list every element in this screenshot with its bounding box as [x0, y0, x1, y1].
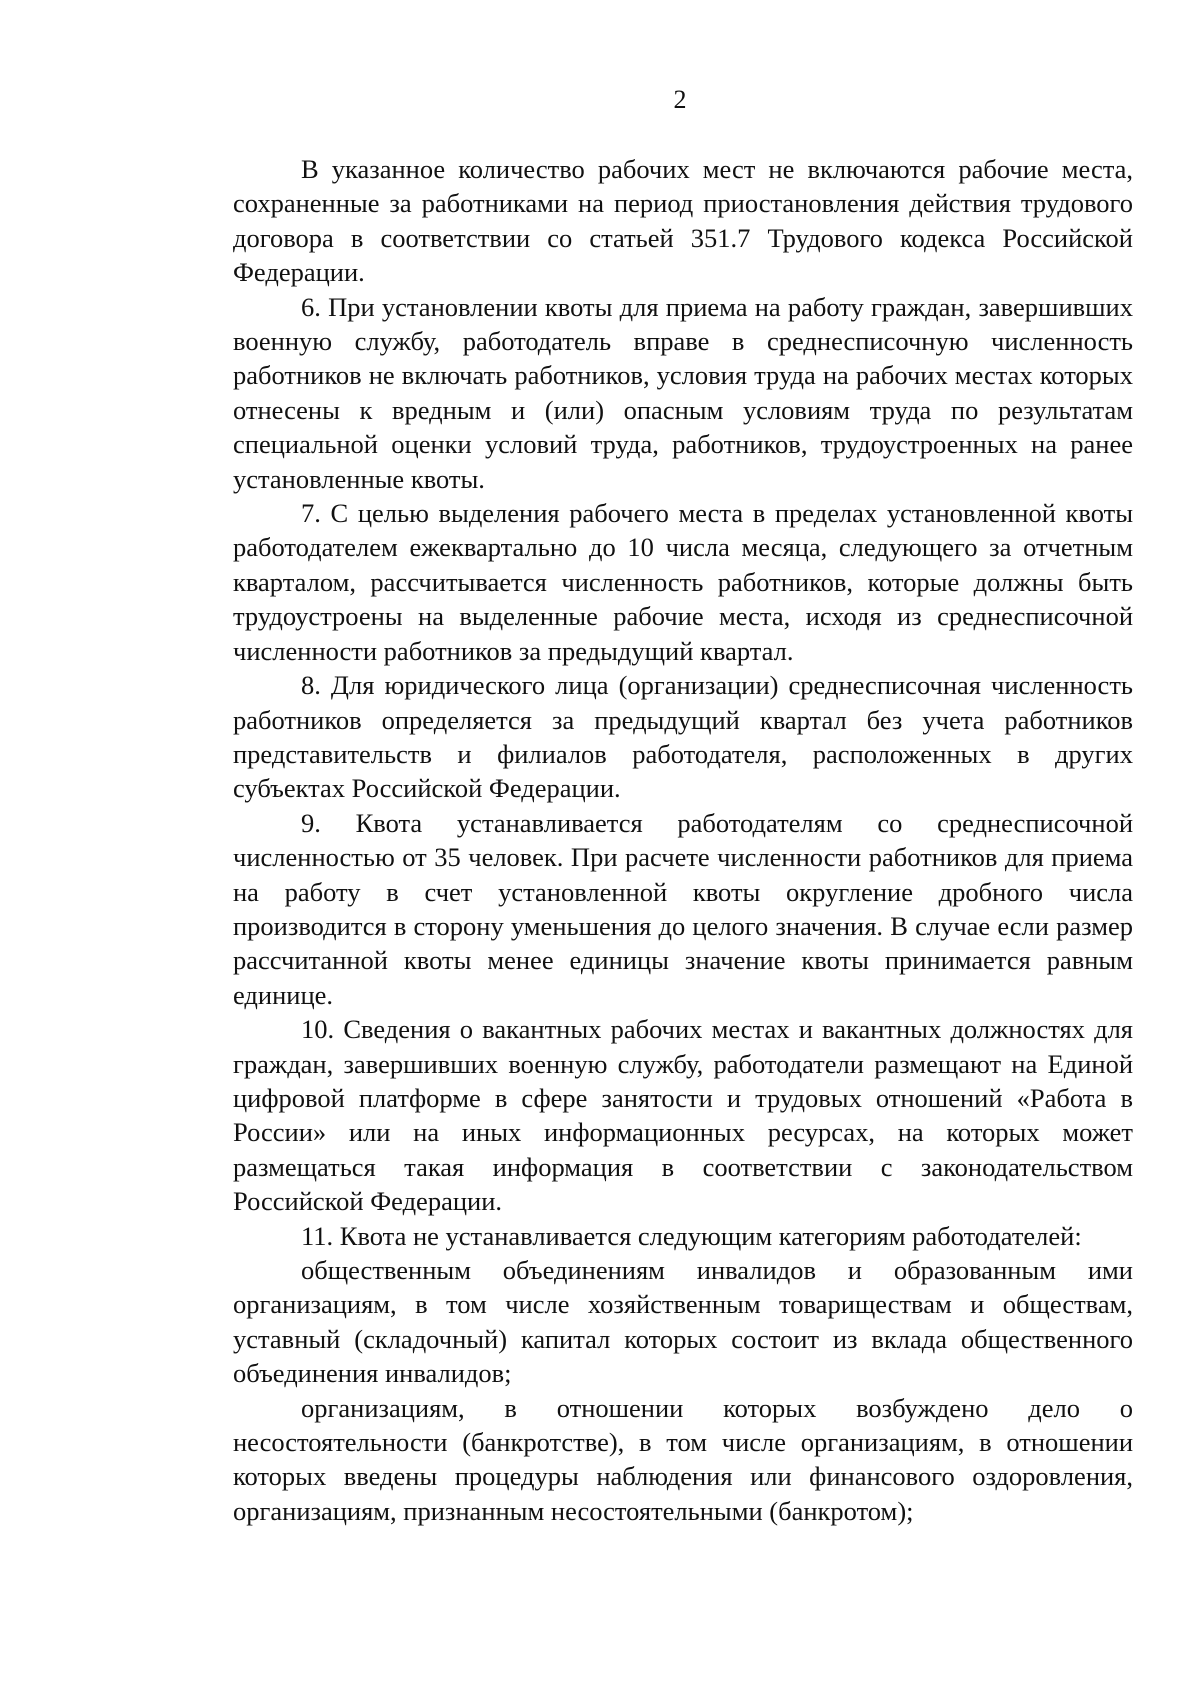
- paragraph-item-11: 11. Квота не устанавливается следующим категориям работодателей:: [301, 1220, 1082, 1251]
- paragraph-disabled-associations: общественным объединениям инвалидов и образованным ими организациям, в том числе хозяйственным товариществам и обществам, уставный (складочный) капитал которых состоит из вклада общественного объединения инвалидов;: [233, 1255, 1133, 1389]
- paragraph-workplaces-exclusion: В указанное количество рабочих мест не включаются рабочие места, сохраненные за работниками на период приостановления действия трудового договора в соответствии со статьей 351.7 Трудового кодекса Российской Федерации.: [233, 154, 1133, 288]
- page-number: 2: [673, 85, 687, 114]
- paragraph-bankruptcy-organizations: организациям, в отношении которых возбуждено дело о несостоятельности (банкротстве), в том числе организациям, в отношении которых введены процедуры наблюдения или финансового оздоровления, организациям, признанным несостоятельными (банкротом);: [233, 1392, 1133, 1526]
- paragraph-item-7: 7. С целью выделения рабочего места в пределах установленной квоты работодателем ежеквартально до 10 числа месяца, следующего за отчетным кварталом, рассчитывается численность работников, которые должны быть трудоустроены на выделенные рабочие места, исходя из среднесписочной численности работников за предыдущий квартал.: [233, 498, 1133, 666]
- document-body: [233, 152, 1133, 1528]
- paragraph-item-10: 10. Сведения о вакантных рабочих местах и вакантных должностях для граждан, завершивших военную службу, работодатели размещают на Единой цифровой платформе в сфере занятости и трудовых отношений «Работа в России» или на иных информационных ресурсах, на которых может размещаться такая информация в соответствии с законодательством Российской Федерации.: [233, 1014, 1133, 1217]
- paragraph-item-9: 9. Квота устанавливается работодателям со среднесписочной численностью от 35 человек. При расчете численности работников для приема на работу в счет установленной квоты округление дробного числа производится в сторону уменьшения до целого значения. В случае если размер рассчитанной квоты менее единицы значение квоты принимается равным единице.: [233, 807, 1133, 1010]
- paragraph-item-8: 8. Для юридического лица (организации) среднесписочная численность работников определяется за предыдущий квартал без учета работников представительств и филиалов работодателя, расположенных в других субъектах Российской Федерации.: [233, 670, 1133, 804]
- paragraph-item-6: 6. При установлении квоты для приема на работу граждан, завершивших военную службу, работодатель вправе в среднесписочную численность работников не включать работников, условия труда на рабочих местах которых отнесены к вредным и (или) опасным условиям труда по результатам специальной оценки условий труда, работников, трудоустроенных на ранее установленные квоты.: [233, 291, 1133, 494]
